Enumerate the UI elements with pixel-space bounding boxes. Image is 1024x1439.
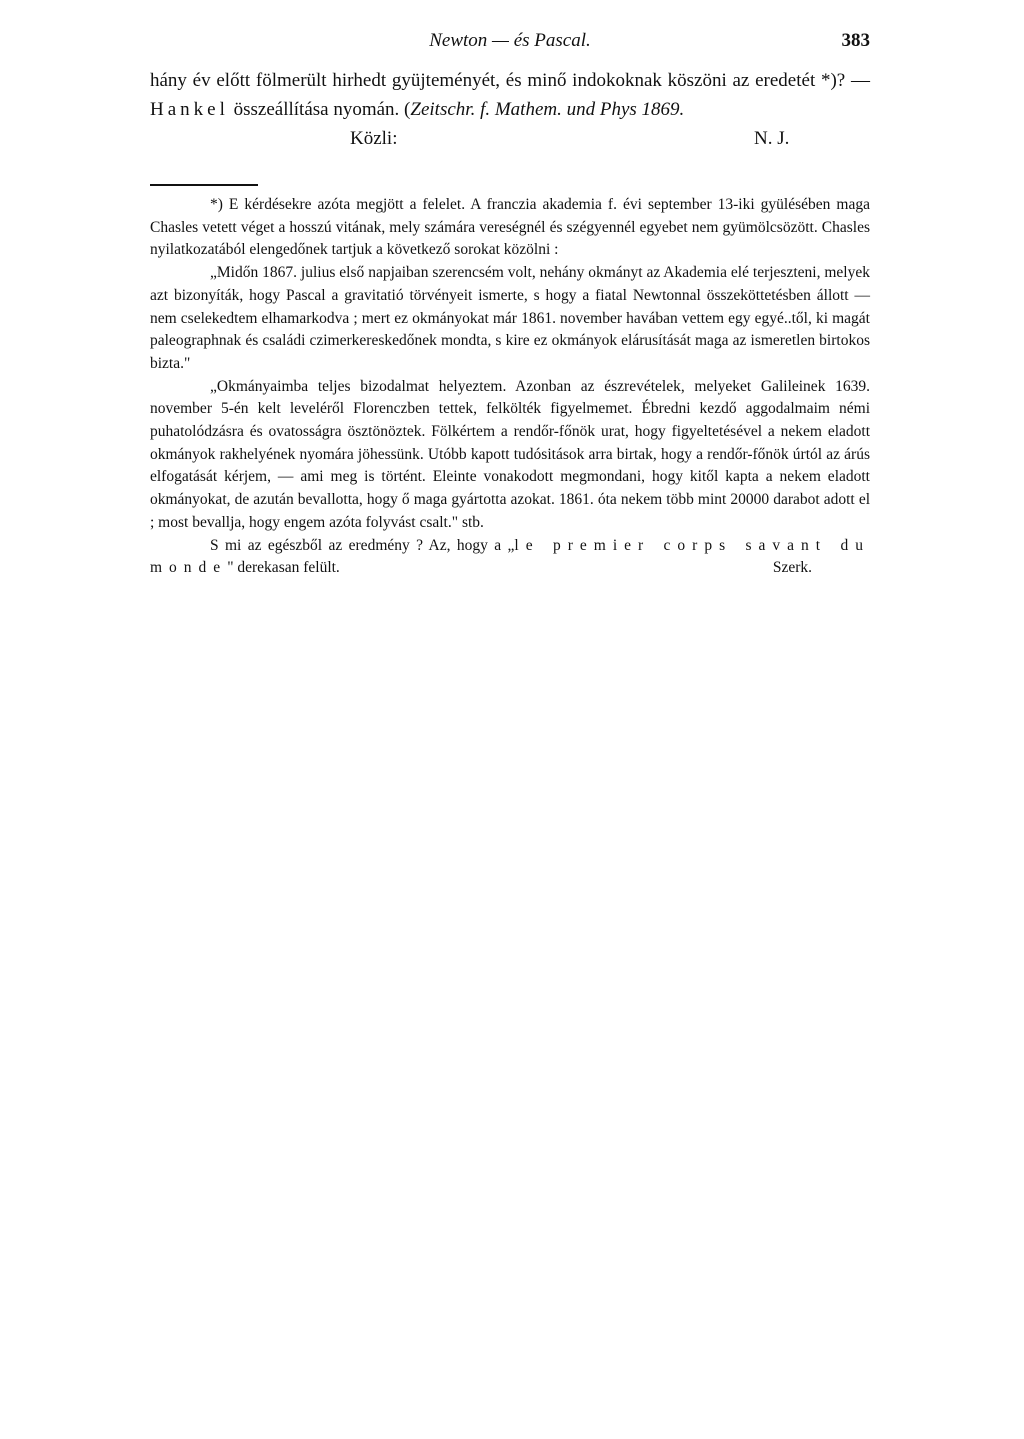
footnote-section [150,194,870,580]
footnote-quote-1: „Midőn 1867. julius első napjaiban szerencsém volt, nehány okmányt az Akademia elé terjeszteni, melyek azt bizonyíták, hogy Pascal a gravitatió törvényeit ismerte, s hogy a fiatal Newtonnal összeköttetésben állott — nem cselekedtem elhamarkodva ; mert ez okmányokat már 1861. november havában vettem egy egyé..től, ki magát paleographnak és családi czimerkereskedőnek mondta, s kire ez okmányok elárusítását maga az ismeretlen birtokos bizta." [150,264,870,372]
main-text-mid: összeállítása nyomán. ( [228,99,411,120]
editor-signature: Szerk. [772,559,812,577]
kozli-label: Közli: [350,128,398,149]
main-text-start: hány év előtt fölmerült hirhedt gyüjteményét, és minő indokoknak köszöni az eredetét *)? — [150,70,870,91]
footnote-conclusion [150,535,870,580]
footnote-quote-2: „Okmányaimba teljes bizodalmat helyeztem. Azonban az észrevételek, melyeket Galileinek 1639. november 5-én kelt leveléről Florenczben tettek, felkölték figyelmemet. Ébredni kezdő aggodalmaim némi puhatolódzásra és ovatosságra ösztönöztek. Fölkértem a rendőr-főnök urat, hogy figyeltetésével a nekem eladott okmányok rakhelyének nyomára jöhessünk. Utóbb kapott tudósitások arra birtak, hogy a rendőr-főnök úrtól az árús elfogatását kérjem, — ami meg is történt. Eleinte vonakodott megmondani, hogy kitől kapta a nekem eladott okmányokat, de azután bevallotta, hogy ő maga gyártotta azokat. 1861. óta nekem több mint 20000 darabot adott el ; most bevallja, hogy engem azóta folyvást csalt." stb. [150,377,870,531]
author-hankel: Hankel [150,99,229,120]
signature-line [150,124,870,153]
footnote-divider [150,184,258,186]
conclusion-end: " derekasan felült. [227,559,340,577]
main-paragraph [150,66,870,124]
author-initials: N. J. [754,128,790,149]
conclusion-start: S mi az egészből az eredmény ? Az, hogy a „ [210,536,515,554]
footnote-paragraph: *) E kérdésekre azóta megjött a felelet. A franczia akademia f. évi september 13-iki gyülésében maga Chasles vetett véget a hosszú vitának, mely számára vereségnél és szégyennél egyebet nem gyümölcsözött. Chasles nyilatkozatából elengedőnek tartjuk a következő sorokat közölni : [150,196,870,259]
main-text [150,66,870,153]
running-head [150,30,870,54]
le-premier-quote: le premier corps savant du monde [150,536,870,577]
running-title: Newton — és Pascal. [429,30,591,51]
page-number: 383 [841,30,870,51]
journal-reference: Zeitschr. f. Mathem. und Phys 1869. [410,99,685,120]
